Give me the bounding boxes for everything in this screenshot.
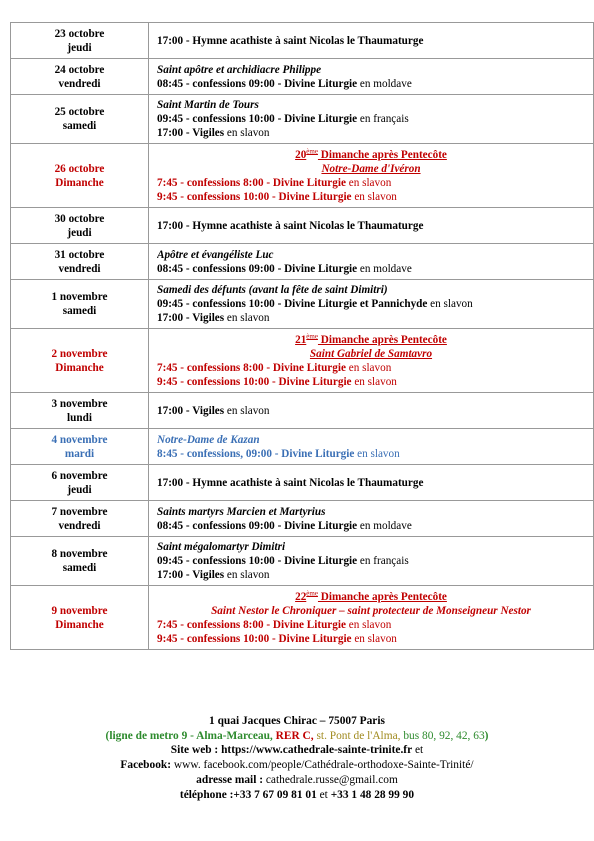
date-weekday: Dimanche [55,176,104,189]
event-line [157,311,585,325]
events-cell [149,144,594,208]
date-weekday: lundi [67,411,92,424]
text-segment: en slavon [351,375,397,388]
events-cell [149,429,594,465]
text-segment: ) [484,729,489,742]
table-row [11,501,594,537]
table-row [11,329,594,393]
text-segment: Facebook: [120,759,172,772]
date-day: 8 novembre [51,548,108,560]
date-weekday: samedi [62,120,97,132]
text-segment: 17:00 - Hymne acathiste à saint Nicolas le Thaumaturge [157,476,424,489]
text-segment: en slavon [224,569,270,581]
event-line [157,404,585,418]
date-weekday: jeudi [67,226,92,239]
event-line [157,77,585,91]
date-cell [11,429,149,465]
events-cell [149,59,594,95]
text-segment: 7:45 - confessions 8:00 - Divine Liturgie [157,361,346,374]
text-segment: ème [306,147,318,155]
footer-line [0,743,594,758]
text-segment: Saint Gabriel de Samtavro [309,347,433,360]
date-cell [11,280,149,329]
event-line [157,554,585,568]
date-day: 7 novembre [51,505,108,518]
event-line [157,447,585,461]
table-row [11,23,594,59]
events-cell [149,537,594,586]
text-segment: et [412,744,424,757]
text-segment: Saint Nestor le Chroniquer – saint protecteur de Monseigneur Nestor [211,604,531,617]
text-segment: (ligne de metro 9 - Alma-Marceau, [105,729,276,742]
event-line [157,219,585,233]
events-cell [149,586,594,650]
text-segment: Saints martyrs Marcien et Martyrius [157,505,326,518]
text-segment: 9:45 - confessions 10:00 - Divine Liturgie [157,375,352,388]
text-segment: en slavon [224,127,270,139]
table-row [11,244,594,280]
text-segment: 09:45 - confessions 10:00 - Divine Liturgie [157,555,358,567]
event-line [157,34,585,48]
event-line [157,190,585,204]
table-row [11,537,594,586]
date-day: 2 novembre [51,347,108,360]
text-segment: Notre-Dame d'Ivéron [321,162,421,175]
text-segment[interactable]: www. facebook.com/people/Cathédrale-orthodoxe-Sainte-Trinité/ [171,759,474,772]
text-segment: 22 [295,590,307,603]
date-weekday: vendredi [58,519,101,532]
table-row [11,586,594,650]
text-segment: en moldave [357,262,412,275]
text-segment: et [316,788,331,801]
text-segment: 08:45 - confessions 09:00 - Divine Liturgie [157,262,358,275]
text-segment: en slavon [351,632,397,645]
date-weekday: vendredi [58,77,101,90]
event-line [157,505,585,519]
date-day: 31 octobre [54,248,105,261]
text-segment: en moldave [357,519,412,532]
date-cell [11,501,149,537]
date-day: 3 novembre [51,397,108,410]
event-line [157,632,585,646]
footer-line [0,758,594,773]
text-segment: ème [306,589,318,597]
date-weekday: Dimanche [55,618,104,631]
text-segment: Apôtre et évangéliste Luc [157,248,274,261]
date-cell [11,244,149,280]
date-day: 23 octobre [54,27,105,40]
text-segment: en slavon [354,447,400,460]
text-segment: 17:00 - Hymne acathiste à saint Nicolas le Thaumaturge [157,34,424,47]
table-row [11,95,594,144]
text-segment: +33 1 48 28 99 90 [330,788,415,801]
text-segment: téléphone :+33 7 67 09 81 01 [179,788,317,801]
text-segment: Dimanche après Pentecôte [317,148,447,161]
text-segment: 17:00 - Vigiles [157,404,225,417]
table-row [11,208,594,244]
events-cell [149,23,594,59]
text-segment[interactable]: cathedrale.russe@gmail.com [263,773,398,786]
event-line [157,568,585,582]
footer-line [0,788,594,803]
schedule-table [10,22,594,650]
event-line [157,126,585,140]
text-segment: Dimanche après Pentecôte [317,333,447,346]
date-cell [11,393,149,429]
text-segment: Saint mégalomartyr Dimitri [157,541,286,553]
text-segment: 7:45 - confessions 8:00 - Divine Liturgie [157,176,346,189]
text-segment: en français [357,113,409,125]
table-row [11,280,594,329]
date-day: 4 novembre [51,433,108,446]
event-line [157,248,585,262]
event-line [157,604,585,618]
events-cell [149,208,594,244]
text-segment: 8:45 - confessions, 09:00 - Divine Liturgie [157,447,355,460]
date-cell [11,465,149,501]
event-line [157,98,585,112]
event-line [157,590,585,604]
date-day: 26 octobre [54,162,105,175]
table-row [11,429,594,465]
date-weekday: jeudi [67,483,92,496]
text-segment: Samedi des défunts (avant la fête de saint Dimitri) [157,284,388,296]
text-segment: en slavon [224,312,270,324]
event-line [157,176,585,190]
table-row [11,144,594,208]
text-segment: Saint apôtre et archidiacre Philippe [157,63,322,76]
events-cell [149,244,594,280]
text-segment: en slavon [351,190,397,203]
text-segment: en slavon [427,298,473,310]
text-segment: 17:00 - Hymne acathiste à saint Nicolas le Thaumaturge [157,219,424,232]
event-line [157,63,585,77]
date-weekday: samedi [62,562,97,574]
date-weekday: jeudi [67,41,92,54]
text-segment: 08:45 - confessions 09:00 - Divine Liturgie [157,77,358,90]
event-line [157,347,585,361]
events-cell [149,465,594,501]
text-segment: Saint Martin de Tours [157,99,259,111]
events-cell [149,329,594,393]
table-row [11,59,594,95]
date-day: 1 novembre [51,291,108,303]
events-cell [149,393,594,429]
text-segment: 17:00 - Vigiles [157,312,225,324]
text-segment: 08:45 - confessions 09:00 - Divine Liturgie [157,519,358,532]
text-segment: en slavon [345,361,392,374]
date-day: 24 octobre [54,63,105,76]
text-segment: 17:00 - Vigiles [157,569,225,581]
text-segment: 20 [295,148,307,161]
date-cell [11,329,149,393]
footer-line [0,714,594,729]
text-segment: 9:45 - confessions 10:00 - Divine Liturgie [157,632,352,645]
text-segment: 21 [295,333,307,346]
text-segment: 9:45 - confessions 10:00 - Divine Liturgie [157,190,352,203]
text-segment: Dimanche après Pentecôte [317,590,447,603]
event-line [157,618,585,632]
text-segment: Notre-Dame de Kazan [157,433,260,446]
event-line [157,361,585,375]
date-weekday: samedi [62,305,97,317]
date-cell [11,586,149,650]
event-line [157,433,585,447]
event-line [157,297,585,311]
text-segment: st. Pont de l'Alma, [316,729,404,742]
events-cell [149,95,594,144]
text-segment: en slavon [224,404,270,417]
date-day: 25 octobre [54,106,105,118]
text-segment: ème [306,332,318,340]
text-segment: en slavon [345,176,392,189]
date-day: 6 novembre [51,469,108,482]
date-day: 30 octobre [54,212,105,225]
contact-footer [0,714,594,802]
text-segment: 1 quai Jacques Chirac – 75007 Paris [209,715,385,727]
events-cell [149,280,594,329]
date-cell [11,208,149,244]
event-line [157,476,585,490]
date-cell [11,537,149,586]
date-cell [11,144,149,208]
text-segment: 7:45 - confessions 8:00 - Divine Liturgie [157,618,346,631]
event-line [157,112,585,126]
event-line [157,375,585,389]
date-day: 9 novembre [51,604,108,617]
text-segment: 09:45 - confessions 10:00 - Divine Liturgie [157,113,358,125]
text-segment: bus 80, 92, 42, 63 [403,729,485,742]
text-segment: en slavon [345,618,392,631]
events-cell [149,501,594,537]
event-line [157,162,585,176]
table-row [11,465,594,501]
footer-line [0,773,594,788]
event-line [157,519,585,533]
event-line [157,540,585,554]
table-row [11,393,594,429]
text-segment: RER C, [275,729,317,742]
text-segment: 09:45 - confessions 10:00 - Divine Liturgie et Pannichyde [157,298,428,310]
date-cell [11,23,149,59]
event-line [157,148,585,162]
schedule-body [11,23,594,650]
date-weekday: Dimanche [55,361,104,374]
text-segment: en français [357,555,409,567]
text-segment: 17:00 - Vigiles [157,127,225,139]
date-cell [11,95,149,144]
text-segment: adresse mail : [196,773,264,786]
footer-line [0,729,594,744]
event-line [157,283,585,297]
text-segment: en moldave [357,77,412,90]
event-line [157,262,585,276]
date-cell [11,59,149,95]
date-weekday: mardi [64,447,95,460]
event-line [157,333,585,347]
text-segment[interactable]: Site web : https://www.cathedrale-sainte-trinite.fr [170,744,413,757]
date-weekday: vendredi [58,262,101,275]
